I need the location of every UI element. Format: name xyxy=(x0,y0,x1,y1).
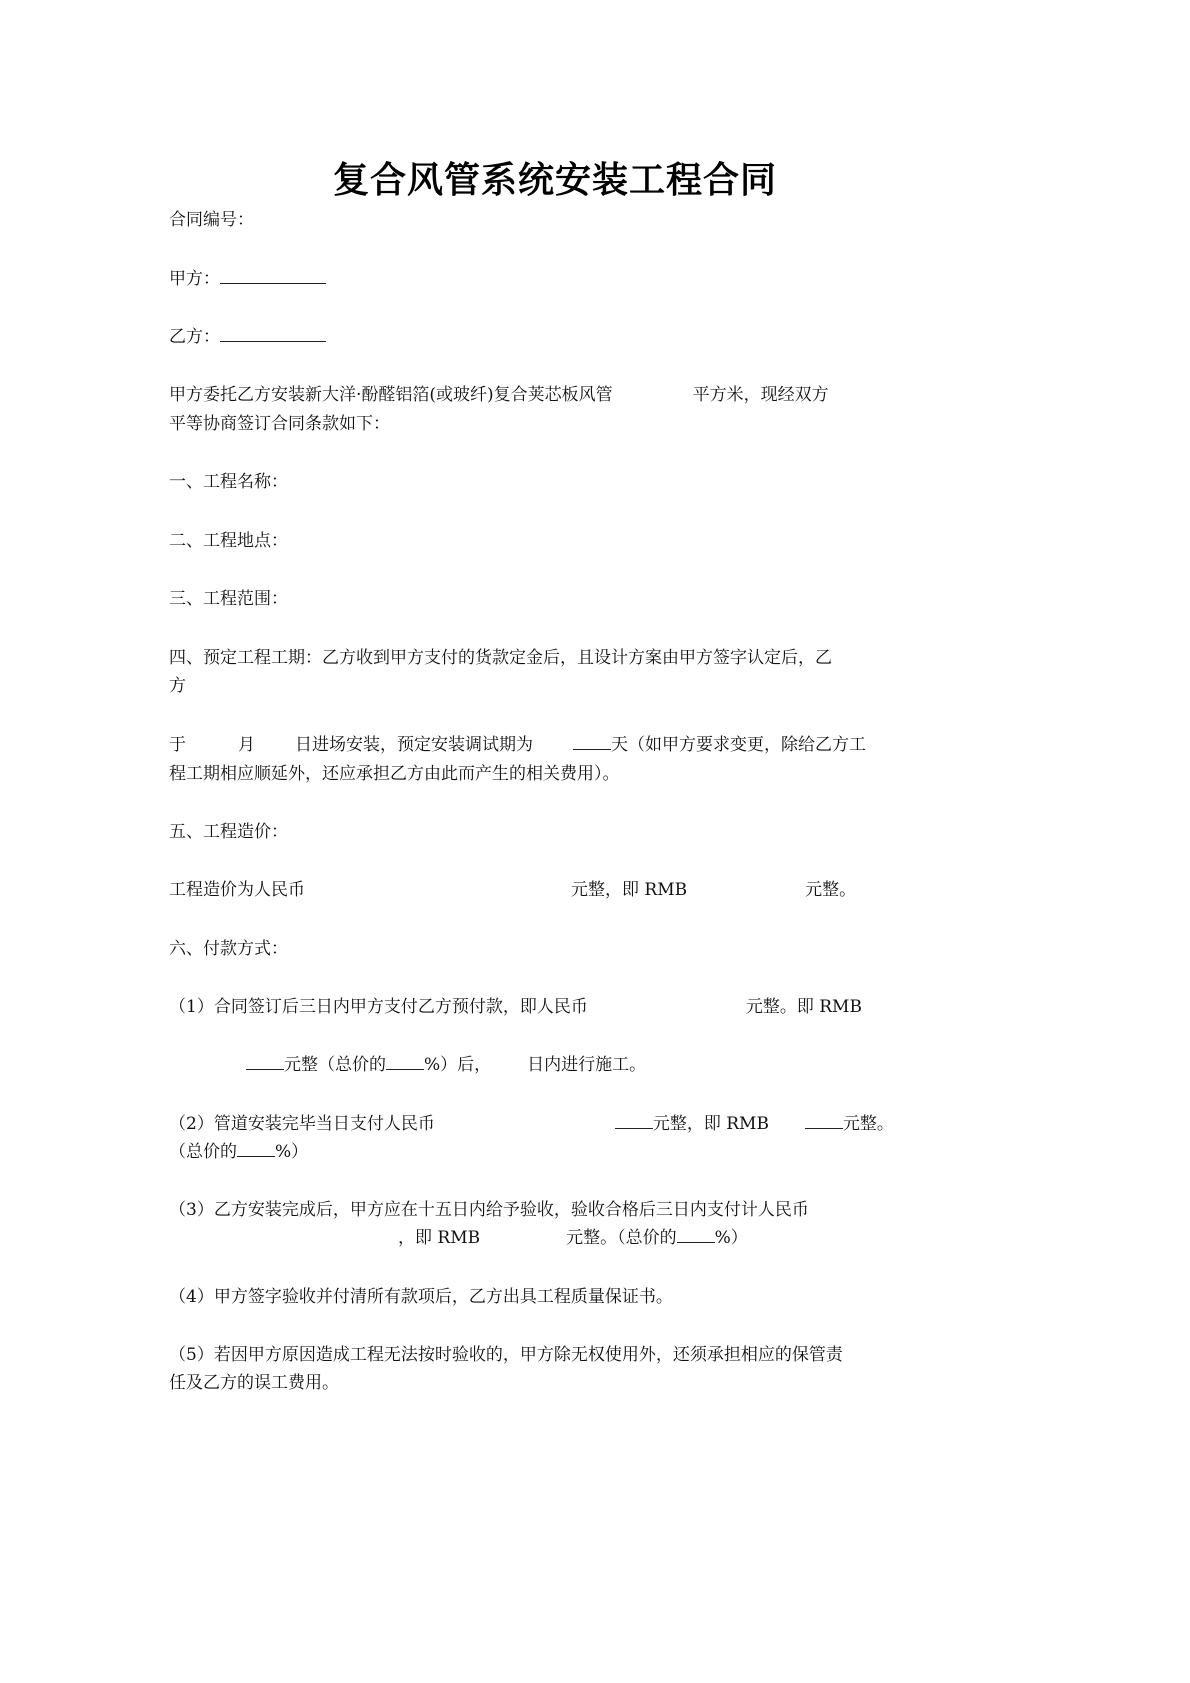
section-schedule-line-4: 程工期相应顺延外，还应承担乙方由此而产生的相关费用）。 xyxy=(169,764,620,784)
section-project-name: 一、工程名称： xyxy=(169,472,288,492)
price-text-a: 工程造价为人民币 xyxy=(169,880,305,900)
price-text-b: 元整，即 RMB xyxy=(571,880,688,900)
payment-1-line-2 xyxy=(246,1051,646,1079)
section-project-location: 二、工程地点： xyxy=(169,531,288,551)
section-project-scope: 三、工程范围： xyxy=(169,589,288,609)
payment-2-amount-blank xyxy=(615,1112,653,1129)
payment-1-line-1 xyxy=(169,993,862,1021)
text-yu: 于 xyxy=(169,735,186,755)
intro-text-a: 甲方委托乙方安装新大洋·酚醛铝箔(或玻纤)复合荚芯板风管 xyxy=(169,385,613,405)
section-schedule-line-1: 四、预定工程工期：乙方收到甲方支付的货款定金后，且设计方案由甲方签字认定后，乙 xyxy=(169,648,832,668)
text-month: 月 xyxy=(238,735,255,755)
payment-2-text-e: %） xyxy=(275,1142,309,1162)
contract-number-label: 合同编号： xyxy=(169,210,254,230)
payment-3-percent-blank xyxy=(677,1226,715,1243)
payment-5-line-1: （5）若因甲方原因造成工程无法按时验收的，甲方除无权使用外，还须承担相应的保管责 xyxy=(169,1345,843,1365)
text-days: 天（如甲方要求变更，除给乙方工 xyxy=(611,735,866,755)
text-install-date: 日进场安装，预定安装调试期为 xyxy=(295,735,533,755)
days-blank xyxy=(573,733,611,750)
party-a-line xyxy=(169,265,326,293)
payment-3-text-b: ，即 RMB xyxy=(398,1228,481,1248)
payment-2-text-c: 元整。 xyxy=(842,1114,894,1134)
intro-line-1 xyxy=(169,381,829,409)
section-schedule-line-3 xyxy=(169,731,866,759)
payment-3-text-c: 元整。（总价的 xyxy=(566,1228,677,1248)
document-title: 复合风管系统安装工程合同 xyxy=(332,160,777,201)
payment-4: （4）甲方签字验收并付清所有款项后，乙方出具工程质量保证书。 xyxy=(169,1287,673,1307)
payment-3-text-d: %） xyxy=(714,1228,748,1248)
payment-1-text-d: %）后， xyxy=(424,1055,492,1075)
section-payment: 六、付款方式： xyxy=(169,939,288,959)
payment-1-text-e: 日内进行施工。 xyxy=(527,1055,647,1075)
party-a-blank xyxy=(220,267,326,284)
party-b-blank xyxy=(220,325,326,342)
payment-3-line-2 xyxy=(398,1224,748,1252)
party-b-label: 乙方： xyxy=(169,327,220,347)
payment-2-text-d: （总价的 xyxy=(169,1142,237,1162)
payment-1-text-b: 元整。即 RMB xyxy=(745,997,862,1017)
party-a-label: 甲方： xyxy=(169,269,220,289)
intro-text-b: 平方米，现经双方 xyxy=(692,385,829,405)
payment-2-line-1 xyxy=(169,1110,894,1138)
price-text-c: 元整。 xyxy=(805,880,857,900)
payment-1-percent-blank xyxy=(386,1053,424,1070)
payment-2-text-b: 元整，即 RMB xyxy=(652,1114,769,1134)
payment-2-percent-blank xyxy=(237,1140,275,1157)
payment-2-line-2 xyxy=(169,1138,308,1166)
payment-2-text-a: （2）管道安装完毕当日支付人民币 xyxy=(169,1114,435,1134)
party-b-line xyxy=(169,323,326,351)
price-line xyxy=(169,876,856,904)
payment-1-text-c: 元整（总价的 xyxy=(284,1055,386,1075)
payment-5-line-2: 任及乙方的误工费用。 xyxy=(169,1373,339,1393)
payment-1-amount-blank xyxy=(246,1053,284,1070)
section-price: 五、工程造价： xyxy=(169,822,288,842)
section-schedule-line-2: 方 xyxy=(169,676,186,696)
intro-line-2: 平等协商签订合同条款如下： xyxy=(169,414,390,434)
payment-2-rmb-blank xyxy=(805,1112,843,1129)
payment-1-text-a: （1）合同签订后三日内甲方支付乙方预付款，即人民币 xyxy=(169,997,588,1017)
payment-3-line-1: （3）乙方安装完成后，甲方应在十五日内给予验收，验收合格后三日内支付计人民币 xyxy=(169,1200,809,1220)
